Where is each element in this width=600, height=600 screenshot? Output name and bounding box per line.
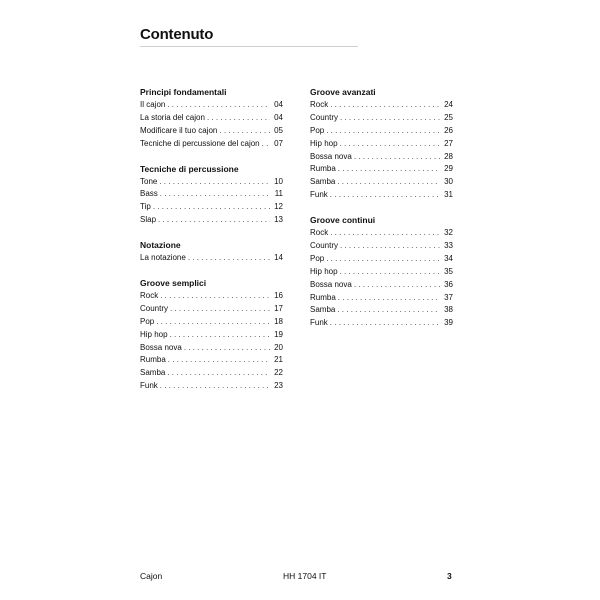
dot-leader: [340, 266, 440, 279]
dot-leader: [160, 188, 270, 201]
entry-title: Country: [310, 112, 339, 122]
section-heading: Groove semplici: [140, 278, 207, 289]
entry-page-number: 32: [444, 228, 453, 238]
toc-entry[interactable]: [310, 112, 453, 125]
dot-leader: [207, 112, 270, 125]
entry-page-number: 20: [274, 342, 283, 352]
dot-leader: [340, 240, 440, 253]
entry-page-number: 39: [444, 318, 453, 328]
entry-title: Rock: [310, 100, 329, 109]
entry-title: Hip hop: [140, 329, 168, 339]
toc-column-right: [310, 86, 453, 330]
entry-page-number: 37: [444, 292, 453, 302]
toc-entry[interactable]: [310, 227, 453, 240]
entry-title: Funk: [140, 381, 158, 391]
dot-leader: [338, 163, 440, 176]
entry-page-number: 26: [444, 125, 453, 135]
section-heading: Principi fondamentali: [140, 87, 227, 97]
entry-page-number: 07: [274, 138, 283, 148]
toc-entry[interactable]: [310, 253, 453, 266]
entry-page-number: 10: [274, 176, 283, 186]
entry-page-number: 05: [274, 125, 283, 135]
entry-title: Pop: [310, 253, 325, 263]
dot-leader: [160, 290, 270, 303]
toc-section: [140, 239, 283, 265]
toc-entry[interactable]: [310, 99, 453, 112]
entry-page-number: 11: [274, 189, 283, 199]
entry-page-number: 35: [444, 266, 453, 276]
toc-entry[interactable]: [140, 99, 283, 112]
entry-page-number: 16: [274, 291, 283, 301]
entry-title: Rumba: [140, 355, 166, 365]
entry-page-number: 30: [444, 177, 453, 187]
entry-title: Bossa nova: [310, 151, 352, 161]
entry-title: Funk: [310, 318, 328, 328]
toc-section: [140, 163, 283, 228]
toc-entry[interactable]: [140, 290, 283, 303]
dot-leader: [338, 292, 440, 305]
dot-leader: [168, 354, 270, 367]
dot-leader: [337, 176, 440, 189]
entry-title: Bossa nova: [140, 342, 182, 352]
dot-leader: [330, 189, 440, 202]
entry-page-number: 21: [274, 355, 283, 365]
entry-title: Hip hop: [310, 266, 338, 276]
toc-entry[interactable]: [140, 252, 283, 265]
toc-section: [310, 214, 453, 330]
entry-page-number: 04: [274, 100, 283, 109]
entry-page-number: 28: [444, 151, 453, 161]
dot-leader: [170, 303, 270, 316]
entry-title: Slap: [140, 215, 157, 225]
entry-title: Hip hop: [310, 138, 338, 148]
dot-leader: [167, 367, 270, 380]
toc-entry[interactable]: [140, 176, 283, 189]
toc-entry[interactable]: [140, 342, 283, 355]
entry-title: Country: [310, 241, 339, 251]
dot-leader: [326, 253, 440, 266]
footer-page-number: 3: [447, 571, 452, 581]
entry-page-number: 13: [274, 215, 283, 225]
entry-title: Samba: [310, 177, 336, 187]
entry-title: Tip: [140, 202, 151, 212]
entry-page-number: 17: [274, 303, 283, 313]
entry-title: La notazione: [140, 253, 186, 263]
toc-entry[interactable]: [310, 240, 453, 253]
toc-entry[interactable]: [310, 163, 453, 176]
entry-title: Modificare il tuo cajon: [140, 125, 218, 135]
entry-page-number: 23: [274, 381, 283, 391]
section-heading: Groove avanzati: [310, 87, 376, 97]
entry-page-number: 38: [444, 305, 453, 315]
entry-page-number: 24: [444, 100, 453, 109]
entry-page-number: 19: [274, 329, 283, 339]
title-divider: [140, 46, 358, 47]
toc-entry[interactable]: [140, 380, 283, 393]
toc-section: [140, 86, 283, 151]
dot-leader: [219, 125, 270, 138]
toc-entry[interactable]: [140, 367, 283, 380]
toc-entry[interactable]: [140, 125, 283, 138]
toc-entry[interactable]: [310, 176, 453, 189]
dot-leader: [340, 138, 440, 151]
entry-title: Tecniche di percussione del cajon: [140, 138, 260, 148]
section-heading: Notazione: [140, 240, 181, 251]
toc-entry[interactable]: [310, 189, 453, 202]
toc-entry[interactable]: [310, 279, 453, 292]
toc-entry[interactable]: [140, 188, 283, 201]
dot-leader: [326, 125, 440, 138]
entry-title: Pop: [140, 316, 155, 326]
entry-page-number: 14: [274, 253, 283, 263]
entry-title: Il cajon: [140, 100, 166, 109]
entry-title: Rock: [140, 291, 159, 301]
entry-title: Samba: [140, 368, 166, 378]
toc-entry[interactable]: [140, 303, 283, 316]
entry-title: Funk: [310, 190, 328, 200]
entry-page-number: 04: [274, 112, 283, 122]
entry-page-number: 27: [444, 138, 453, 148]
dot-leader: [354, 279, 440, 292]
entry-page-number: 22: [274, 368, 283, 378]
toc-entry[interactable]: [140, 201, 283, 214]
dot-leader: [159, 176, 270, 189]
dot-leader: [160, 380, 270, 393]
toc-entry[interactable]: [310, 125, 453, 138]
entry-title: Country: [140, 303, 169, 313]
dot-leader: [262, 138, 270, 151]
entry-title: La storia del cajon: [140, 112, 205, 122]
dot-leader: [188, 252, 270, 265]
page-title: Contenuto: [140, 26, 214, 43]
toc-entry[interactable]: [310, 304, 453, 317]
entry-page-number: 36: [444, 279, 453, 289]
section-heading: Groove continui: [310, 215, 376, 226]
entry-title: Rock: [310, 228, 329, 238]
entry-page-number: 25: [444, 112, 453, 122]
toc-entry[interactable]: [310, 292, 453, 305]
entry-page-number: 12: [274, 202, 283, 212]
toc-entry[interactable]: [140, 329, 283, 342]
toc-entry[interactable]: [140, 112, 283, 125]
dot-leader: [156, 316, 270, 329]
entry-page-number: 31: [444, 190, 453, 200]
toc-entry[interactable]: [310, 151, 453, 164]
entry-page-number: 18: [274, 316, 283, 326]
dot-leader: [170, 329, 270, 342]
dot-leader: [354, 151, 440, 164]
toc-section: [310, 86, 453, 202]
toc-section: [140, 277, 283, 393]
toc-entry[interactable]: [140, 354, 283, 367]
toc-entry[interactable]: [310, 317, 453, 330]
entry-title: Samba: [310, 305, 336, 315]
dot-leader: [337, 304, 440, 317]
dot-leader: [167, 99, 270, 112]
entry-page-number: 33: [444, 241, 453, 251]
entry-title: Pop: [310, 125, 325, 135]
footer-catalog-code: HH 1704 IT: [283, 571, 327, 581]
dot-leader: [158, 214, 270, 227]
toc-column-left: [140, 86, 283, 393]
entry-title: Bossa nova: [310, 279, 352, 289]
entry-title: Rumba: [310, 164, 336, 174]
entry-page-number: 34: [444, 253, 453, 263]
entry-title: Tone: [140, 176, 158, 186]
dot-leader: [153, 201, 270, 214]
entry-title: Bass: [140, 189, 158, 199]
entry-title: Rumba: [310, 292, 336, 302]
toc-entry[interactable]: [310, 138, 453, 151]
dot-leader: [330, 227, 440, 240]
entry-page-number: 29: [444, 164, 453, 174]
dot-leader: [330, 99, 440, 112]
toc-entry[interactable]: [310, 266, 453, 279]
dot-leader: [184, 342, 270, 355]
toc-entry[interactable]: [140, 316, 283, 329]
dot-leader: [340, 112, 440, 125]
section-heading: Tecniche di percussione: [140, 163, 239, 174]
footer-book-title: Cajon: [140, 571, 163, 581]
toc-entry[interactable]: [140, 214, 283, 227]
toc-entry[interactable]: [140, 138, 283, 151]
dot-leader: [330, 317, 440, 330]
